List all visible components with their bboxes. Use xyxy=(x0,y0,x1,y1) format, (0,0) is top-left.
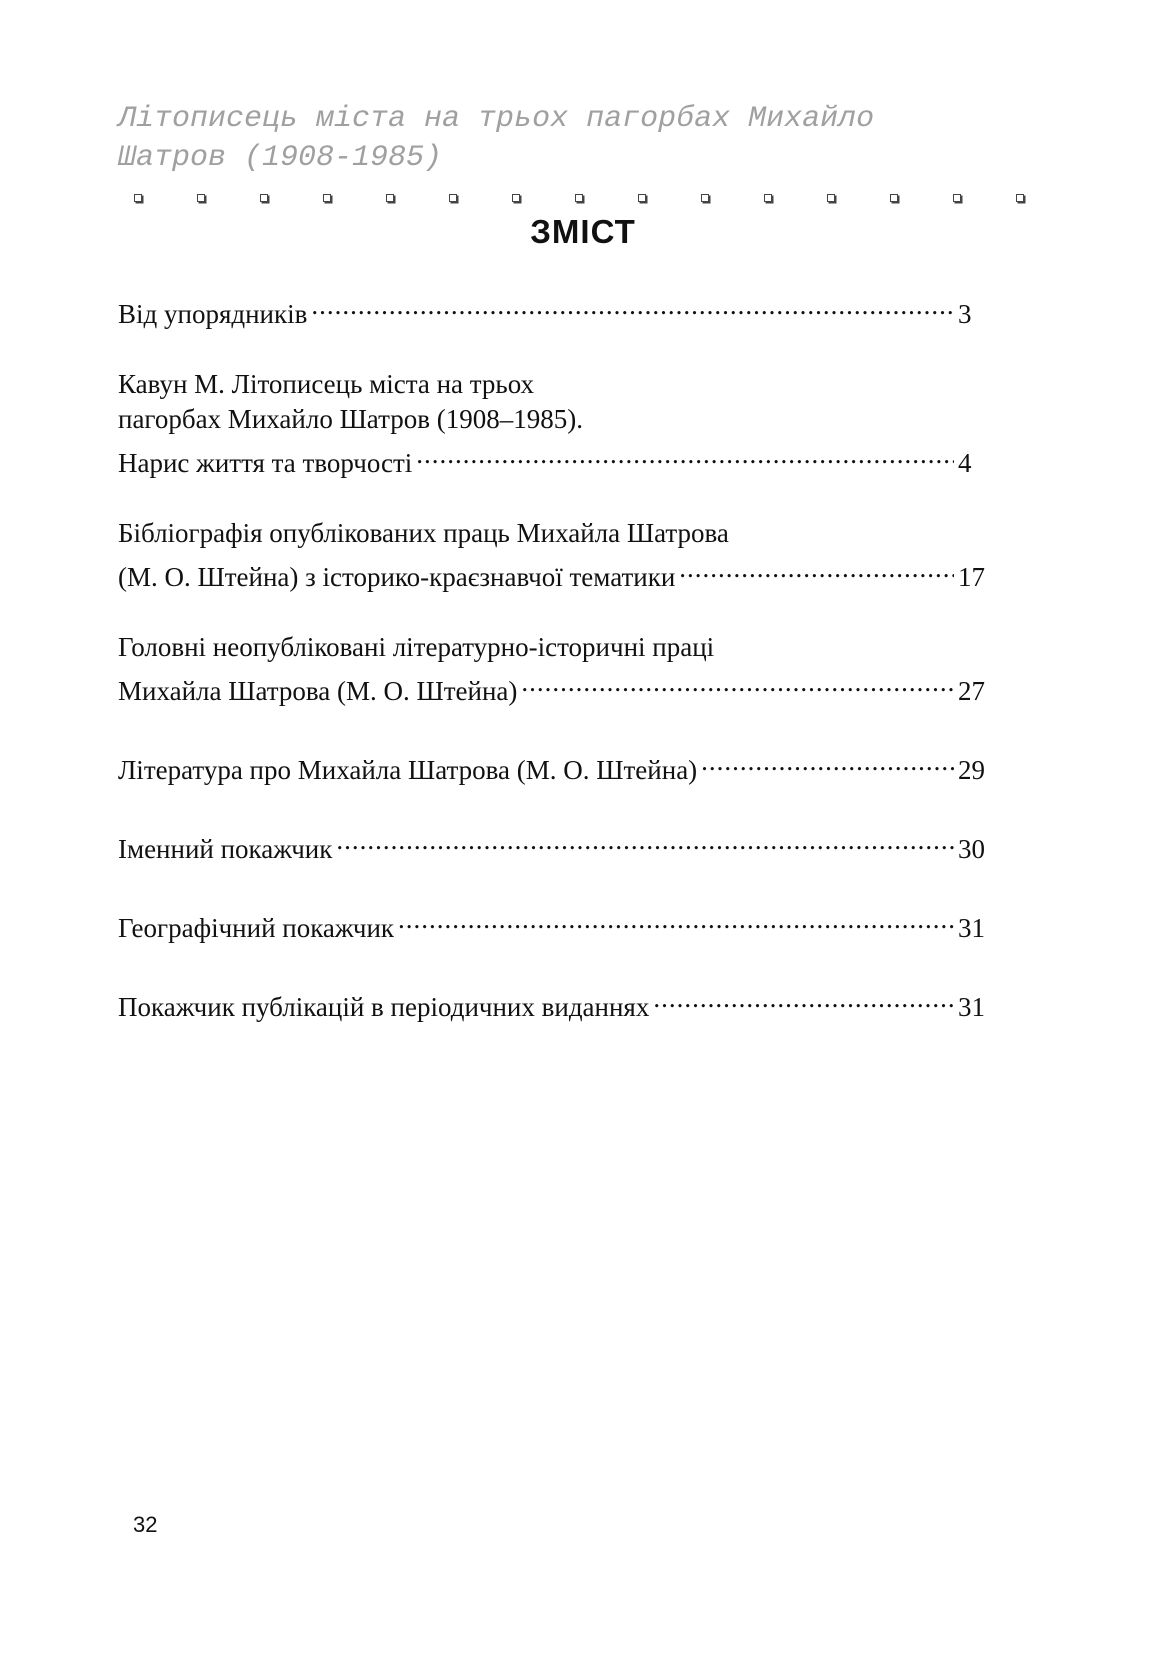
toc-entry-page: 31 xyxy=(958,913,985,943)
table-of-contents xyxy=(118,288,994,1060)
bullet-square-icon xyxy=(701,194,709,202)
toc-entry xyxy=(118,630,994,709)
toc-entry-final-line xyxy=(118,902,994,946)
toc-entry xyxy=(118,823,994,867)
toc-title: ЗМІСТ xyxy=(530,213,636,250)
dot-leader xyxy=(701,744,954,779)
toc-entry xyxy=(118,902,994,946)
dot-leader xyxy=(416,437,954,472)
bullet-square-icon xyxy=(260,194,268,202)
bullet-square-icon xyxy=(638,194,646,202)
dot-leader xyxy=(336,823,954,858)
toc-entry-page: 4 xyxy=(958,448,972,478)
toc-entry-title: Михайла Шатрова (М. О. Штейна) xyxy=(118,676,518,706)
dot-leader xyxy=(653,981,954,1016)
toc-entry-page: 29 xyxy=(958,755,985,785)
toc-entry xyxy=(118,367,994,481)
toc-entry-line: пагорбах Михайло Шатров (1908–1985). xyxy=(118,404,583,434)
toc-entry xyxy=(118,288,994,332)
bullet-square-icon xyxy=(953,194,961,202)
running-header-line-2: Шатров (1908-1985) xyxy=(118,141,443,175)
toc-entry-final-line xyxy=(118,288,994,332)
bullet-square-icon xyxy=(134,194,142,202)
toc-entry-page: 27 xyxy=(958,676,985,706)
toc-entry-title: Література про Михайла Шатрова (М. О. Штейна) xyxy=(118,755,698,785)
bullet-square-icon xyxy=(386,194,394,202)
bullet-square-icon xyxy=(890,194,898,202)
bullet-square-icon xyxy=(512,194,520,202)
bullet-square-icon xyxy=(827,194,835,202)
page-number: 32 xyxy=(133,1512,158,1537)
toc-entry-final-line xyxy=(118,744,994,788)
toc-entry-title: Географічний покажчик xyxy=(118,913,395,943)
toc-entry-title: Іменний покажчик xyxy=(118,834,333,864)
bullet-square-icon xyxy=(449,194,457,202)
running-header xyxy=(118,100,1038,178)
bullet-square-icon xyxy=(575,194,583,202)
dot-leader xyxy=(521,665,954,700)
toc-entry-final-line xyxy=(118,981,994,1025)
dot-leader xyxy=(679,551,954,586)
bullet-square-icon xyxy=(1016,194,1024,202)
toc-entry-line: Головні неопубліковані літературно-історичні праці xyxy=(118,632,715,662)
running-header-line-1: Літописець міста на трьох пагорбах Михайло xyxy=(118,102,875,136)
toc-entry xyxy=(118,516,994,595)
dot-leader xyxy=(398,902,954,937)
toc-entry-page: 31 xyxy=(958,992,985,1022)
toc-entry-final-line xyxy=(118,823,994,867)
toc-entry-title: Від упорядників xyxy=(118,299,308,329)
toc-entry-title: (М. О. Штейна) з історико-краєзнавчої тематики xyxy=(118,562,676,592)
bullet-square-icon xyxy=(197,194,205,202)
dot-leader xyxy=(311,288,954,323)
toc-entry-final-line xyxy=(118,665,994,709)
bullet-square-icon xyxy=(764,194,772,202)
toc-entry xyxy=(118,744,994,788)
toc-entry-page: 30 xyxy=(958,834,985,864)
decorative-bullet-row xyxy=(134,191,1024,205)
toc-entry-line: Бібліографія опублікованих праць Михайла Шатрова xyxy=(118,518,729,548)
toc-entry-final-line xyxy=(118,551,994,595)
toc-entry-title: Покажчик публікацій в періодичних виданнях xyxy=(118,992,650,1022)
toc-entry-final-line xyxy=(118,437,994,481)
toc-entry-page: 3 xyxy=(958,299,972,329)
toc-entry-line: Кавун М. Літописець міста на трьох xyxy=(118,369,535,399)
toc-entry xyxy=(118,981,994,1025)
toc-entry-title: Нарис життя та творчості xyxy=(118,448,413,478)
toc-entry-page: 17 xyxy=(958,562,985,592)
bullet-square-icon xyxy=(323,194,331,202)
